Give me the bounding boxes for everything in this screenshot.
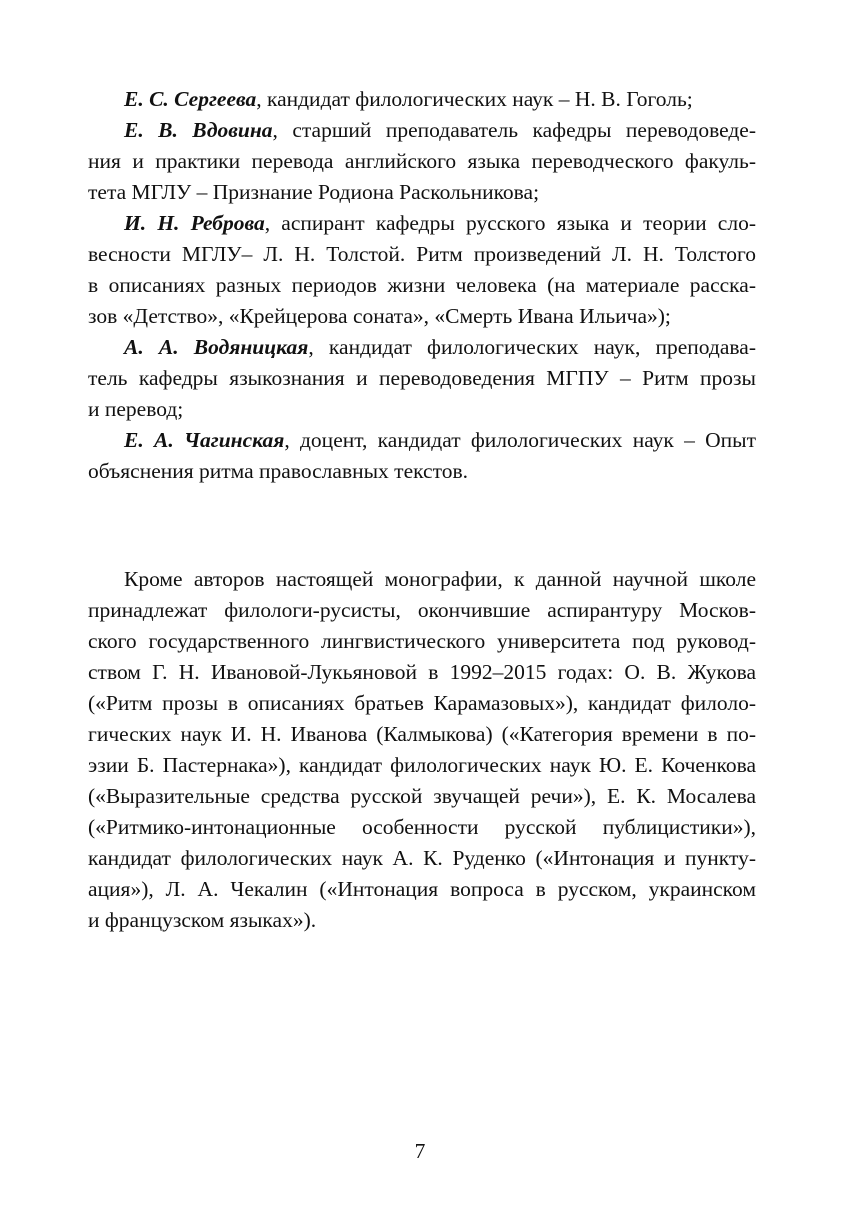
- school-paragraph-line: эзии Б. Пастернака»), кандидат филологических наук Ю. Е. Коченкова: [88, 753, 756, 777]
- author-name: Е. С. Сергеева: [124, 87, 257, 111]
- school-paragraph-line: и французском языках»).: [88, 908, 317, 932]
- school-paragraph-line: ация»), Л. А. Чекалин («Интонация вопроса в русском, украинском: [88, 877, 756, 901]
- contributor-rebrova-line: в описаниях разных периодов жизни человека (на материале расска-: [88, 273, 756, 297]
- page-number: 7: [414, 1139, 426, 1163]
- contributor-rebrova: [124, 208, 756, 238]
- contributor-sergeeva: [124, 84, 756, 114]
- school-paragraph-line: гических наук И. Н. Иванова (Калмыкова) («Категория времени в по-: [88, 722, 756, 746]
- contributor-vdovina-line: тета МГЛУ – Признание Родиона Раскольникова;: [88, 180, 540, 204]
- contributor-vodyanitskaya-line: и перевод;: [88, 397, 184, 421]
- author-name: И. Н. Реброва: [124, 211, 265, 235]
- school-paragraph-line: Кроме авторов настоящей монографии, к данной научной школе: [124, 567, 756, 591]
- school-paragraph-line: ского государственного лингвистического университета под руковод-: [88, 629, 756, 653]
- school-paragraph-line: («Ритм прозы в описаниях братьев Карамазовых»), кандидат филоло-: [88, 691, 756, 715]
- contributor-chaginskaya: [124, 425, 756, 455]
- school-paragraph-line: («Выразительные средства русской звучащей речи»), Е. К. Мосалева: [88, 784, 756, 808]
- contributor-vdovina-line: ния и практики перевода английского языка переводческого факуль-: [88, 149, 756, 173]
- contributor-chaginskaya-line: объяснения ритма православных текстов.: [88, 459, 468, 483]
- school-paragraph-line: ством Г. Н. Ивановой-Лукьяновой в 1992–2015 годах: О. В. Жукова: [88, 660, 756, 684]
- contributor-rebrova-line: весности МГЛУ– Л. Н. Толстой. Ритм произведений Л. Н. Толстого: [88, 242, 756, 266]
- school-paragraph-line: («Ритмико-интонационные особенности русской публицистики»),: [88, 815, 756, 839]
- contributor-text: , аспирант кафедры русского языка и теории сло-: [264, 211, 756, 235]
- contributor-text: , доцент, кандидат филологических наук – Опыт: [284, 428, 756, 452]
- author-name: Е. В. Вдовина: [124, 118, 273, 142]
- contributor-rebrova-line: зов «Детство», «Крейцерова соната», «Смерть Ивана Ильича»);: [88, 304, 671, 328]
- author-name: Е. А. Чагинская: [124, 428, 285, 452]
- school-paragraph-line: кандидат филологических наук А. К. Руденко («Интонация и пункту-: [88, 846, 756, 870]
- contributor-text: , кандидат филологических наук – Н. В. Гоголь;: [256, 87, 693, 111]
- contributor-vdovina: [124, 115, 756, 145]
- contributor-vodyanitskaya: [124, 332, 756, 362]
- contributor-text: , кандидат филологических наук, преподава-: [308, 335, 756, 359]
- contributor-text: , старший преподаватель кафедры переводоведе-: [272, 118, 756, 142]
- author-name: А. А. Водяницкая: [124, 335, 309, 359]
- school-paragraph-line: принадлежат филологи-русисты, окончившие аспирантуру Москов-: [88, 598, 756, 622]
- contributor-vodyanitskaya-line: тель кафедры языкознания и переводоведения МГПУ – Ритм прозы: [88, 366, 756, 390]
